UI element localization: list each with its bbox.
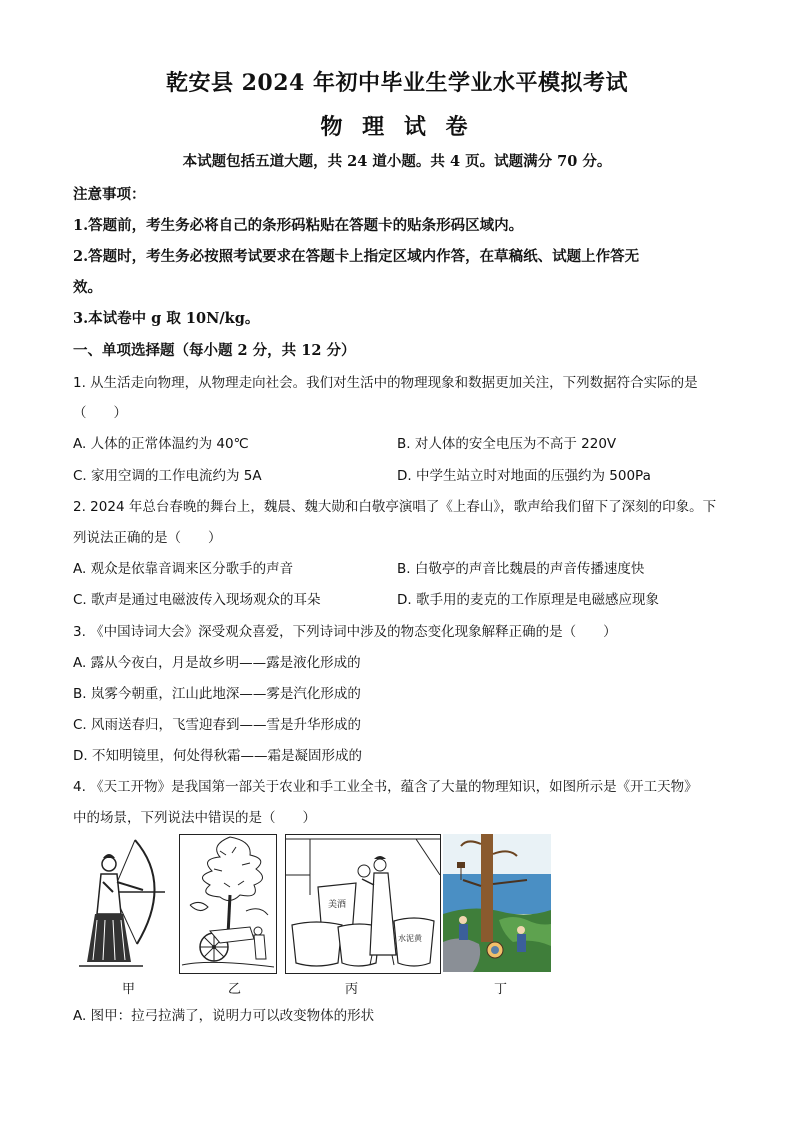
q2-option-d: D. 歌手用的麦克的工作原理是电磁感应现象 [397,592,659,608]
q1-stem-line1: 1. 从生活走向物理，从物理走向社会。我们对生活中的物理现象和数据更加关注，下列数据符合实际的是 [73,375,698,391]
q3-option-c: C. 风雨送春归，飞雪迎春到——雪是升华形成的 [73,717,362,733]
caption-bing: 丙 [345,982,359,997]
q2-option-a: A. 观众是依靠音调来区分歌手的声音 [73,561,294,577]
q4-stem-line2: 中的场景，下列说法中错误的是（ ） [73,810,316,826]
q1-option-c: C. 家用空调的工作电流约为 5A [73,468,262,484]
caption-ding: 丁 [494,982,508,997]
jar-label-2: 水泥黄 [398,934,422,943]
exam-info: 本试题包括五道大题，共 24 道小题。共 4 页。试题满分 70 分。 [182,153,612,170]
archer-illustration [73,834,169,972]
q3-stem: 3. 《中国诗词大会》深受观众喜爱，下列诗词中涉及的物态变化现象解释正确的是（ ） [73,624,617,640]
note-item-2-line1: 2.答题时，考生务必按照考试要求在答题卡上指定区域内作答，在草稿纸、试题上作答无 [73,248,640,265]
q3-option-d: D. 不知明镜里，何处得秋霜——霜是凝固形成的 [73,748,362,764]
q4-option-a: A. 图甲：拉弓拉满了，说明力可以改变物体的形状 [73,1008,375,1024]
q3-option-b: B. 岚雾今朝重，江山此地深——雾是汽化形成的 [73,686,361,702]
q2-option-b: B. 白敬亭的声音比魏晨的声音传播速度快 [397,561,645,577]
notes-heading: 注意事项： [73,186,146,203]
exam-subject: 物 理 试 卷 [320,114,474,140]
caption-jia: 甲 [122,982,136,997]
figure-ding-well [443,834,551,972]
q1-stem-line2: （ ） [73,405,127,421]
figure-jia-archer [73,834,169,972]
q2-option-c: C. 歌声是通过电磁波传入现场观众的耳朵 [73,592,321,608]
jar-label-1: 美酒 [328,900,347,910]
note-item-1: 1.答题前，考生务必将自己的条形码粘贴在答题卡的贴条形码区域内。 [73,217,524,234]
q2-stem-line2: 列说法正确的是（ ） [73,530,222,546]
jars-illustration [286,835,440,973]
q3-option-a: A. 露从今夜白，月是故乡明——露是液化形成的 [73,655,361,671]
well-illustration [443,834,551,972]
q4-stem-line1: 4. 《天工开物》是我国第一部关于农业和手工业全书，蕴含了大量的物理知识，如图所示是《开工天物》 [73,779,698,795]
exam-title: 乾安县 2024 年初中毕业生学业水平模拟考试 [165,70,629,96]
cart-illustration [180,835,276,973]
section1-heading: 一、单项选择题（每小题 2 分，共 12 分） [73,342,356,359]
q2-stem-line1: 2. 2024 年总台春晚的舞台上，魏晨、魏大勋和白敬亭演唱了《上春山》，歌声给我们留下了深刻的印象。下 [73,499,717,515]
q4-figure-group [73,834,553,974]
note-item-2-line2: 效。 [73,279,102,296]
q1-option-a: A. 人体的正常体温约为 40℃ [73,436,249,452]
caption-yi: 乙 [228,982,242,997]
figure-yi-cart [179,834,277,974]
q1-option-b: B. 对人体的安全电压为不高于 220V [397,436,617,452]
figure-bing-jars [285,834,441,974]
note-item-3: 3.本试卷中 g 取 10N/kg。 [73,310,260,327]
q1-option-d: D. 中学生站立时对地面的压强约为 500Pa [397,468,651,484]
